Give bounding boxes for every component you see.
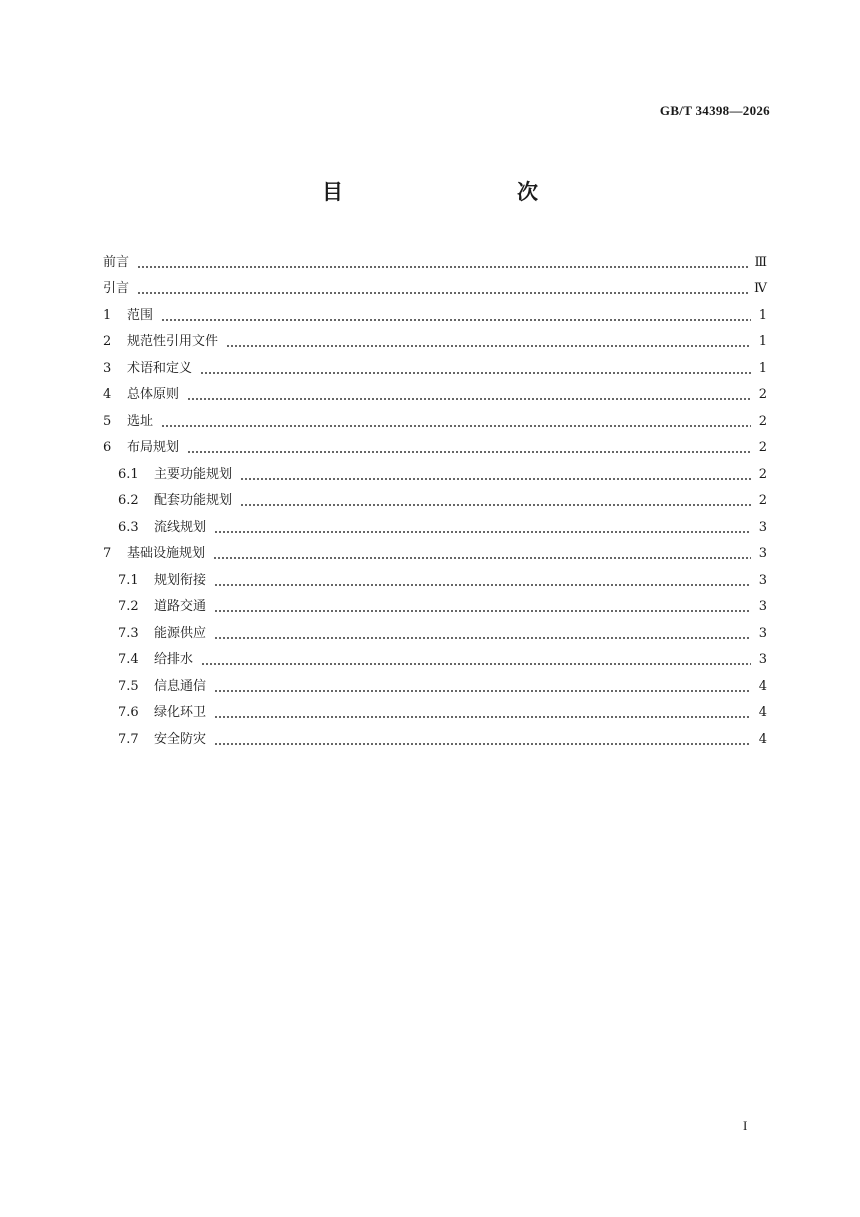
toc-dot-leader <box>201 663 751 665</box>
toc-entry[interactable] <box>103 297 767 324</box>
toc-dot-leader <box>200 372 751 374</box>
toc-entry-label: 选址 <box>127 413 154 429</box>
toc-entry-number: 7.7 <box>118 731 139 747</box>
toc-entry[interactable] <box>103 377 767 404</box>
toc-entry-number: 6.3 <box>118 519 139 535</box>
toc-entry[interactable] <box>103 721 767 748</box>
toc-dot-leader <box>187 451 751 453</box>
toc-entry[interactable] <box>103 271 767 298</box>
toc-entry[interactable] <box>103 403 767 430</box>
toc-entry-number: 7.5 <box>118 678 139 694</box>
toc-entry[interactable] <box>103 589 767 616</box>
toc-dot-leader <box>213 557 751 559</box>
toc-entry[interactable] <box>103 562 767 589</box>
toc-entry-number: 6.1 <box>118 466 139 482</box>
toc-entry-label: 总体原则 <box>127 387 180 402</box>
toc-entry-page: 3 <box>758 546 767 561</box>
toc-entry-number: 7.6 <box>118 705 139 720</box>
toc-entry-number: 7.3 <box>118 625 139 641</box>
toc-dot-leader <box>214 716 751 718</box>
toc-entry-page: 3 <box>758 599 767 614</box>
toc-entry-label: 信息通信 <box>154 678 207 694</box>
page-title: 目 次 <box>322 180 582 204</box>
toc-entry-page: 2 <box>758 387 767 402</box>
toc-entry-label: 绿化环卫 <box>154 705 207 720</box>
toc-entry[interactable] <box>103 324 767 351</box>
toc-entry-page: 3 <box>758 652 767 667</box>
toc-entry-page: Ⅳ <box>754 281 767 296</box>
toc-entry-label: 道路交通 <box>154 599 207 614</box>
toc-entry-label: 规范性引用文件 <box>127 334 219 349</box>
toc-entry-label: 范围 <box>127 307 154 323</box>
toc-entry[interactable] <box>103 483 767 510</box>
toc-entry-page: 4 <box>758 705 767 720</box>
toc-entry-page: 3 <box>758 572 767 588</box>
toc-dot-leader <box>161 319 751 321</box>
toc-entry[interactable] <box>103 350 767 377</box>
toc-entry-number: 7.4 <box>118 652 139 667</box>
toc-entry-page: 1 <box>758 307 767 323</box>
toc-dot-leader <box>187 398 751 400</box>
toc-entry[interactable] <box>103 615 767 642</box>
toc-entry[interactable] <box>103 509 767 536</box>
toc-entry-label: 主要功能规划 <box>154 466 233 482</box>
toc-entry-number: 7.2 <box>118 599 139 614</box>
toc-dot-leader <box>226 345 751 347</box>
toc-dot-leader <box>240 478 751 480</box>
toc-dot-leader <box>214 690 751 692</box>
toc-entry-page: 3 <box>758 519 767 535</box>
toc-entry-page: 1 <box>758 360 767 376</box>
toc-entry-number: 6.2 <box>118 493 139 508</box>
toc-entry-page: 2 <box>758 413 767 429</box>
toc-dot-leader <box>137 266 748 268</box>
toc-entry-number: 7 <box>103 546 112 561</box>
toc-dot-leader <box>214 531 751 533</box>
toc-entry-label: 能源供应 <box>154 625 207 641</box>
toc-entry-label: 给排水 <box>154 652 194 667</box>
toc-entry-label: 安全防灾 <box>154 731 207 747</box>
toc-entry-page: 2 <box>758 493 767 508</box>
toc-dot-leader <box>214 610 751 612</box>
toc-entry-page: 4 <box>758 678 767 694</box>
table-of-contents <box>103 244 767 748</box>
toc-entry-number: 7.1 <box>118 572 139 588</box>
toc-entry-page: 3 <box>758 625 767 641</box>
toc-dot-leader <box>214 637 751 639</box>
toc-entry-number: 5 <box>103 413 112 429</box>
toc-dot-leader <box>214 743 751 745</box>
toc-entry-label: 术语和定义 <box>127 360 193 376</box>
toc-entry-page: 1 <box>758 334 767 349</box>
toc-entry[interactable] <box>103 695 767 722</box>
toc-dot-leader <box>137 292 748 294</box>
toc-entry[interactable] <box>103 668 767 695</box>
toc-entry-page: 2 <box>758 440 767 455</box>
toc-entry[interactable] <box>103 456 767 483</box>
toc-entry-number: 2 <box>103 334 112 349</box>
toc-entry-page: 2 <box>758 466 767 482</box>
toc-entry[interactable] <box>103 244 767 271</box>
toc-entry[interactable] <box>103 536 767 563</box>
standard-code: GB/T 34398—2026 <box>659 103 770 118</box>
toc-entry-label: 配套功能规划 <box>154 493 233 508</box>
toc-dot-leader <box>240 504 751 506</box>
toc-entry-number: 1 <box>103 307 112 323</box>
toc-entry-label: 基础设施规划 <box>127 546 206 561</box>
toc-entry-number: 4 <box>103 387 112 402</box>
toc-entry-number: 6 <box>103 440 112 455</box>
toc-entry-label: 流线规划 <box>154 519 207 535</box>
toc-entry-page: 4 <box>758 731 767 747</box>
toc-dot-leader <box>214 584 751 586</box>
toc-entry-label: 引言 <box>103 281 130 296</box>
toc-entry[interactable] <box>103 430 767 457</box>
toc-entry-label: 规划衔接 <box>154 572 207 588</box>
toc-dot-leader <box>161 425 751 427</box>
toc-entry[interactable] <box>103 642 767 669</box>
page-number: I <box>743 1118 748 1133</box>
toc-entry-label: 布局规划 <box>127 440 180 455</box>
toc-entry-page: Ⅲ <box>754 254 767 270</box>
toc-entry-label: 前言 <box>103 254 130 270</box>
toc-entry-number: 3 <box>103 360 112 376</box>
